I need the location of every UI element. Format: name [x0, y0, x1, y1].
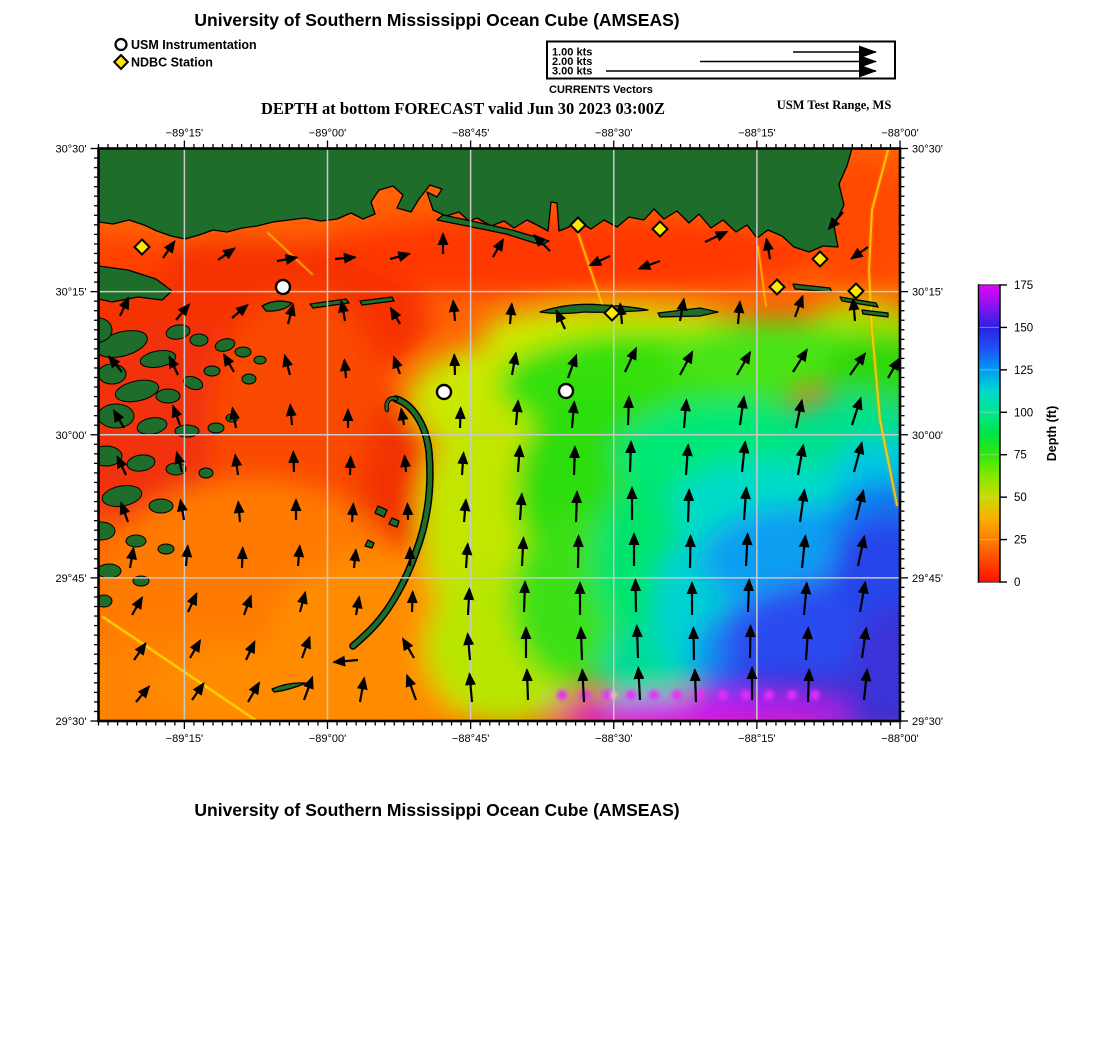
lat-tick-label: 30°30': [912, 143, 943, 156]
lon-tick-label: −89°15': [165, 733, 204, 745]
lat-tick-label: 30°15': [55, 286, 87, 299]
lat-tick-label: 29°30': [912, 716, 943, 728]
current-arrow: [574, 447, 575, 475]
current-arrow: [350, 457, 351, 475]
deep-spot: [741, 690, 751, 700]
marsh-island: [166, 463, 186, 475]
lon-tick-label: −89°15': [165, 127, 204, 140]
deep-spot: [718, 690, 728, 700]
current-arrow: [628, 397, 629, 425]
kts-label-3: 3.00 kts: [552, 65, 593, 78]
lat-tick-label: 29°45': [912, 572, 943, 585]
depth-zone: [570, 704, 750, 732]
usm-legend-label: USM Instrumentation: [131, 38, 257, 52]
ndbc-legend-label: NDBC Station: [131, 55, 213, 70]
colorbar-tick-label: 100: [1014, 407, 1034, 420]
current-arrow: [468, 589, 469, 615]
marsh-island: [204, 366, 220, 376]
colorbar-tick-label: 125: [1014, 364, 1034, 377]
current-arrow: [522, 538, 523, 566]
deep-spot: [580, 690, 590, 700]
scale-box-border: [547, 42, 895, 79]
deep-spot: [764, 690, 774, 700]
current-arrow: [581, 628, 582, 660]
lon-tick-label: −89°00': [308, 733, 347, 745]
usm-station-marker: [276, 280, 290, 294]
marsh-island: [254, 356, 266, 364]
current-arrow: [576, 492, 577, 522]
deep-spot: [626, 690, 636, 700]
current-arrow: [688, 490, 689, 522]
lon-tick-label: −88°15': [738, 127, 776, 140]
marsh-island: [235, 347, 251, 357]
usm-station-marker: [437, 385, 451, 399]
deep-spot: [557, 690, 567, 700]
lat-tick-label: 30°30': [55, 143, 87, 156]
lon-tick-label: −88°00': [881, 733, 919, 745]
lat-tick-label: 30°15': [912, 286, 943, 299]
deep-spot: [787, 690, 797, 700]
current-arrow: [578, 536, 579, 568]
current-arrow: [242, 548, 243, 568]
current-arrow: [352, 504, 353, 522]
deep-spot: [649, 690, 659, 700]
currents-vectors-caption: CURRENTS Vectors: [549, 84, 653, 96]
current-arrow: [750, 626, 751, 658]
current-arrow: [524, 582, 525, 612]
marsh-island: [199, 468, 213, 478]
depth-colorbar: [979, 280, 1060, 589]
page-title: University of Southern Mississippi Ocean Cube (AMSEAS): [194, 10, 680, 30]
region-label: USM Test Range, MS: [776, 98, 892, 112]
marsh-island: [98, 364, 126, 384]
current-arrow: [635, 580, 636, 612]
marsh-island: [190, 334, 208, 346]
deep-spot: [672, 690, 682, 700]
marsh-island: [149, 499, 173, 513]
kts-label-2: 2.00 kts: [552, 56, 593, 68]
current-arrow: [637, 626, 638, 658]
deep-spot: [810, 690, 820, 700]
current-arrow: [344, 360, 346, 378]
station-legend: [114, 38, 257, 70]
colorbar-tick-label: 175: [1014, 280, 1034, 292]
current-arrow: [695, 670, 696, 702]
usm-station-marker: [559, 384, 573, 398]
current-arrow: [693, 628, 694, 660]
current-arrow: [405, 456, 406, 472]
lon-tick-label: −88°30': [595, 733, 633, 745]
current-arrow: [460, 408, 461, 428]
lon-tick-label: −88°45': [451, 127, 490, 140]
marsh-island: [226, 414, 238, 422]
marsh-island: [208, 423, 224, 433]
colorbar-tick-label: 50: [1014, 492, 1027, 505]
colorbar-tick-label: 25: [1014, 534, 1027, 547]
lon-tick-label: −88°00': [881, 127, 919, 140]
colorbar-tick-label: 0: [1014, 577, 1021, 589]
current-arrow: [630, 442, 631, 472]
colorbar-gradient: [979, 285, 1001, 582]
lat-tick-label: 30°00': [912, 429, 943, 442]
current-arrow: [407, 504, 408, 520]
marsh-island: [156, 389, 180, 403]
lat-tick-label: 30°00': [55, 429, 87, 442]
current-arrow: [462, 453, 464, 475]
bottom-title: University of Southern Mississippi Ocean Cube (AMSEAS): [194, 800, 680, 820]
lon-tick-label: −88°30': [595, 127, 633, 140]
current-arrow: [293, 452, 294, 472]
marsh-island: [126, 535, 146, 547]
lon-tick-label: −88°15': [738, 733, 776, 745]
lon-tick-label: −88°45': [451, 733, 490, 745]
marsh-island: [97, 564, 121, 578]
lon-tick-label: −89°00': [308, 127, 347, 140]
current-arrow: [748, 580, 749, 612]
usm-instrumentation-icon: [116, 39, 127, 50]
colorbar-tick-label: 150: [1014, 322, 1034, 335]
kts-label-1: 1.00 kts: [552, 46, 593, 59]
map-body: [20, 149, 983, 751]
colorbar-tick-label: 75: [1014, 449, 1027, 462]
current-arrow: [808, 670, 809, 702]
forecast-subtitle: DEPTH at bottom FORECAST valid Jun 30 2023 03:00Z: [261, 99, 665, 118]
current-arrow: [454, 355, 455, 375]
current-arrow: [690, 536, 691, 568]
marsh-island: [242, 374, 256, 384]
current-arrow: [412, 592, 413, 612]
depth-zone: [850, 607, 960, 717]
currents-scale-box: [547, 42, 895, 97]
current-arrow: [527, 670, 528, 700]
ndbc-station-icon: [114, 55, 128, 69]
marsh-island: [87, 522, 115, 540]
lat-tick-label: 29°45': [55, 572, 87, 585]
lat-tick-label: 29°30': [55, 716, 87, 728]
marsh-island: [158, 544, 174, 554]
colorbar-title: Depth (ft): [1045, 405, 1059, 462]
